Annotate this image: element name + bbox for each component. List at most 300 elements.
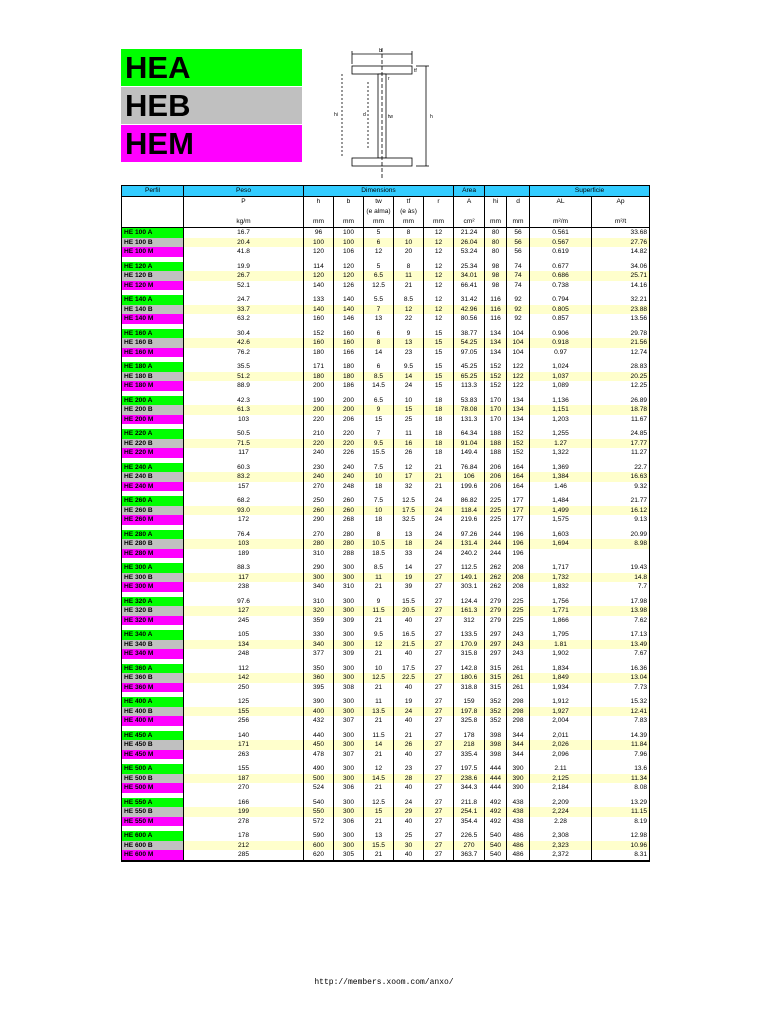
- profile-name: HE 160 A: [122, 329, 184, 339]
- table-cell: 16.12: [592, 506, 650, 516]
- i-beam-section-diagram: [330, 46, 440, 182]
- table-cell: 21: [424, 463, 454, 473]
- table-cell: 125: [184, 697, 304, 707]
- table-cell: 7: [364, 429, 394, 439]
- sym-ap: Ap: [592, 197, 650, 208]
- table-cell: 300: [334, 798, 364, 808]
- table-cell: 1,484: [530, 496, 592, 506]
- table-row: [122, 683, 650, 693]
- table-cell: 45.25: [454, 362, 485, 372]
- table-cell: 122: [507, 362, 530, 372]
- profile-name: HE 260 A: [122, 496, 184, 506]
- table-cell: 300: [334, 740, 364, 750]
- profile-name: HE 450 B: [122, 740, 184, 750]
- table-cell: 21: [394, 731, 424, 741]
- table-cell: 0.738: [530, 281, 592, 291]
- table-cell: 1,136: [530, 396, 592, 406]
- table-cell: 300: [334, 774, 364, 784]
- table-cell: 1,694: [530, 539, 592, 549]
- table-cell: 310: [334, 582, 364, 592]
- table-row: [122, 439, 650, 449]
- table-cell: 6.5: [364, 271, 394, 281]
- table-row: [122, 515, 650, 525]
- profile-name: HE 220 A: [122, 429, 184, 439]
- table-cell: 307: [334, 716, 364, 726]
- table-cell: 24: [424, 506, 454, 516]
- table-cell: 300: [334, 707, 364, 717]
- table-cell: 226: [334, 448, 364, 458]
- table-cell: 127: [184, 606, 304, 616]
- table-cell: 478: [304, 750, 334, 760]
- table-cell: 12.5: [364, 798, 394, 808]
- table-cell: 27: [424, 750, 454, 760]
- unit-kgm: kg/m: [184, 217, 304, 228]
- table-cell: 15.32: [592, 697, 650, 707]
- table-cell: 157: [184, 482, 304, 492]
- table-cell: 56: [507, 228, 530, 238]
- table-cell: 155: [184, 707, 304, 717]
- table-cell: 0.918: [530, 338, 592, 348]
- table-row: [122, 817, 650, 827]
- table-cell: 80: [485, 238, 507, 248]
- unit-mm-tf: mm: [394, 217, 424, 228]
- table-cell: 33: [394, 549, 424, 559]
- table-cell: 56: [507, 247, 530, 257]
- table-cell: 14.8: [592, 573, 650, 583]
- diagram-label-d: d: [363, 112, 366, 118]
- table-cell: 270: [304, 530, 334, 540]
- table-cell: 260: [304, 506, 334, 516]
- table-cell: 220: [334, 429, 364, 439]
- table-cell: 149.4: [454, 448, 485, 458]
- table-cell: 64.34: [454, 429, 485, 439]
- table-cell: 1,499: [530, 506, 592, 516]
- table-cell: 308: [334, 683, 364, 693]
- table-cell: 344: [507, 740, 530, 750]
- table-cell: 152: [485, 372, 507, 382]
- table-cell: 318.8: [454, 683, 485, 693]
- table-cell: 152: [485, 381, 507, 391]
- table-cell: 2,184: [530, 783, 592, 793]
- sym-r: r: [424, 197, 454, 208]
- table-cell: 86.82: [454, 496, 485, 506]
- table-cell: 178: [184, 831, 304, 841]
- table-cell: 0.906: [530, 329, 592, 339]
- table-cell: 350: [304, 664, 334, 674]
- table-cell: 40: [394, 850, 424, 861]
- profile-name: HE 340 A: [122, 630, 184, 640]
- table-cell: 21: [364, 582, 394, 592]
- table-cell: 27: [424, 573, 454, 583]
- table-cell: 325.8: [454, 716, 485, 726]
- col-header-area: Area: [454, 186, 485, 197]
- table-cell: 140: [334, 295, 364, 305]
- table-cell: 210: [304, 429, 334, 439]
- table-cell: 122: [507, 381, 530, 391]
- table-cell: 300: [334, 731, 364, 741]
- table-cell: 196: [507, 549, 530, 559]
- table-cell: 15: [424, 329, 454, 339]
- table-cell: 12: [364, 247, 394, 257]
- table-cell: 21: [364, 716, 394, 726]
- table-cell: 15: [424, 381, 454, 391]
- profile-name: HE 200 M: [122, 415, 184, 425]
- table-row: [122, 616, 650, 626]
- table-cell: 134: [485, 338, 507, 348]
- table-row: [122, 338, 650, 348]
- footer-url: http://members.xoom.com/anxo/: [314, 978, 454, 987]
- table-row: [122, 448, 650, 458]
- table-cell: 21: [364, 817, 394, 827]
- table-cell: 21: [424, 482, 454, 492]
- table-cell: 492: [485, 798, 507, 808]
- table-cell: 2,323: [530, 841, 592, 851]
- table-row: [122, 247, 650, 257]
- table-cell: 398: [485, 731, 507, 741]
- table-cell: 1,255: [530, 429, 592, 439]
- table-cell: 155: [184, 764, 304, 774]
- table-cell: 50.5: [184, 429, 304, 439]
- table-cell: 18: [424, 439, 454, 449]
- table-cell: 8: [394, 228, 424, 238]
- table-cell: 395: [304, 683, 334, 693]
- table-cell: 27: [424, 582, 454, 592]
- table-cell: 248: [184, 649, 304, 659]
- table-row: [122, 707, 650, 717]
- table-cell: 300: [334, 697, 364, 707]
- table-cell: 330: [304, 630, 334, 640]
- table-cell: 74: [507, 262, 530, 272]
- table-cell: 197.5: [454, 764, 485, 774]
- table-cell: 7.5: [364, 496, 394, 506]
- table-cell: 21.5: [394, 640, 424, 650]
- profile-name: HE 200 A: [122, 396, 184, 406]
- table-row: [122, 697, 650, 707]
- table-cell: 572: [304, 817, 334, 827]
- table-cell: 24: [424, 530, 454, 540]
- table-cell: 1,849: [530, 673, 592, 683]
- sym-h: h: [304, 197, 334, 208]
- table-cell: 344: [507, 750, 530, 760]
- table-cell: 279: [485, 606, 507, 616]
- table-cell: 32: [394, 482, 424, 492]
- table-cell: 25: [394, 831, 424, 841]
- header-group-row: [122, 186, 650, 197]
- table-cell: 164: [507, 463, 530, 473]
- table-cell: 18: [424, 405, 454, 415]
- table-cell: 103: [184, 415, 304, 425]
- table-cell: 8: [364, 338, 394, 348]
- table-row: [122, 606, 650, 616]
- sym-b: b: [334, 197, 364, 208]
- table-cell: 250: [184, 683, 304, 693]
- table-row: [122, 764, 650, 774]
- profile-name: HE 300 M: [122, 582, 184, 592]
- table-cell: 103: [184, 539, 304, 549]
- table-cell: 17.77: [592, 439, 650, 449]
- table-cell: 225: [485, 506, 507, 516]
- profile-name: HE 280 B: [122, 539, 184, 549]
- table-cell: 14.5: [364, 381, 394, 391]
- table-cell: 263: [184, 750, 304, 760]
- table-cell: 27: [424, 697, 454, 707]
- table-cell: 244: [485, 530, 507, 540]
- table-row: [122, 295, 650, 305]
- table-cell: 131.3: [454, 415, 485, 425]
- diagram-label-tf: tf: [414, 68, 417, 74]
- table-cell: 30: [394, 841, 424, 851]
- table-cell: 1,151: [530, 405, 592, 415]
- table-cell: 24: [424, 496, 454, 506]
- table-cell: 27: [424, 616, 454, 626]
- table-cell: 112.5: [454, 563, 485, 573]
- table-cell: 22.7: [592, 463, 650, 473]
- header-symbol-row: [122, 197, 650, 208]
- table-cell: 8.19: [592, 817, 650, 827]
- table-cell: 1,834: [530, 664, 592, 674]
- table-row: [122, 415, 650, 425]
- profile-name: HE 400 B: [122, 707, 184, 717]
- table-cell: 161.3: [454, 606, 485, 616]
- table-cell: 16.63: [592, 472, 650, 482]
- table-cell: 243: [507, 630, 530, 640]
- table-cell: 12.41: [592, 707, 650, 717]
- table-cell: 245: [184, 616, 304, 626]
- table-cell: 340: [304, 582, 334, 592]
- table-row: [122, 630, 650, 640]
- table-cell: 12.5: [364, 673, 394, 683]
- table-cell: 189: [184, 549, 304, 559]
- table-cell: 390: [507, 764, 530, 774]
- table-body: [122, 228, 650, 861]
- table-cell: 438: [507, 798, 530, 808]
- table-cell: 290: [304, 515, 334, 525]
- table-cell: 0.677: [530, 262, 592, 272]
- table-cell: 30.4: [184, 329, 304, 339]
- table-cell: 56: [507, 238, 530, 248]
- table-cell: 280: [334, 539, 364, 549]
- table-cell: 240: [334, 472, 364, 482]
- table-cell: 288: [334, 549, 364, 559]
- table-cell: 7.5: [364, 463, 394, 473]
- table-row: [122, 262, 650, 272]
- table-row: [122, 539, 650, 549]
- table-cell: 12: [424, 228, 454, 238]
- table-cell: 149.1: [454, 573, 485, 583]
- table-cell: 11.27: [592, 448, 650, 458]
- table-cell: 15: [424, 362, 454, 372]
- table-cell: 14: [394, 372, 424, 382]
- table-cell: 20.99: [592, 530, 650, 540]
- table-cell: 21.24: [454, 228, 485, 238]
- table-cell: 280: [304, 539, 334, 549]
- sym-a: A: [454, 197, 485, 208]
- table-cell: 8: [394, 262, 424, 272]
- table-cell: 2,011: [530, 731, 592, 741]
- table-cell: 80: [485, 247, 507, 257]
- table-cell: 15: [424, 338, 454, 348]
- table-cell: 359: [304, 616, 334, 626]
- diagram-label-r: r: [388, 76, 390, 82]
- table-cell: 11: [394, 271, 424, 281]
- table-cell: 112: [184, 664, 304, 674]
- table-cell: 180: [304, 372, 334, 382]
- table-cell: 32.5: [394, 515, 424, 525]
- table-cell: 280: [334, 530, 364, 540]
- table-cell: 206: [485, 463, 507, 473]
- table-cell: 26.04: [454, 238, 485, 248]
- table-cell: 7.73: [592, 683, 650, 693]
- profile-name: HE 320 A: [122, 597, 184, 607]
- table-cell: 11.84: [592, 740, 650, 750]
- table-cell: 1,795: [530, 630, 592, 640]
- table-cell: 12: [394, 305, 424, 315]
- table-row: [122, 731, 650, 741]
- table-cell: 27: [424, 798, 454, 808]
- table-cell: 206: [334, 415, 364, 425]
- table-cell: 1,832: [530, 582, 592, 592]
- table-cell: 41.8: [184, 247, 304, 257]
- table-cell: 5: [364, 262, 394, 272]
- table-cell: 219.6: [454, 515, 485, 525]
- table-cell: 120: [304, 271, 334, 281]
- table-row: [122, 783, 650, 793]
- table-cell: 0.97: [530, 348, 592, 358]
- table-cell: 220: [304, 415, 334, 425]
- sym-p: P: [184, 197, 304, 208]
- table-cell: 122: [507, 372, 530, 382]
- table-cell: 15.5: [364, 448, 394, 458]
- table-cell: 390: [507, 783, 530, 793]
- note-e-as: (e às): [394, 207, 424, 217]
- table-cell: 1,603: [530, 530, 592, 540]
- table-cell: 14.39: [592, 731, 650, 741]
- table-cell: 21: [364, 616, 394, 626]
- profile-name: HE 360 B: [122, 673, 184, 683]
- table-row: [122, 314, 650, 324]
- table-cell: 261: [507, 664, 530, 674]
- table-cell: 92: [507, 314, 530, 324]
- table-cell: 34.01: [454, 271, 485, 281]
- table-cell: 320: [304, 606, 334, 616]
- table-cell: 80.56: [454, 314, 485, 324]
- table-cell: 352: [485, 697, 507, 707]
- table-cell: 1,927: [530, 707, 592, 717]
- sym-d: d: [507, 197, 530, 208]
- table-row: [122, 664, 650, 674]
- table-cell: 6: [364, 362, 394, 372]
- table-cell: 10: [364, 664, 394, 674]
- table-cell: 27: [424, 683, 454, 693]
- table-cell: 5.5: [364, 295, 394, 305]
- table-row: [122, 496, 650, 506]
- table-cell: 352: [485, 716, 507, 726]
- table-cell: 27: [424, 707, 454, 717]
- table-cell: 23: [394, 348, 424, 358]
- table-cell: 14.5: [364, 774, 394, 784]
- table-cell: 309: [334, 616, 364, 626]
- table-cell: 166: [184, 798, 304, 808]
- table-cell: 40: [394, 716, 424, 726]
- table-cell: 1,024: [530, 362, 592, 372]
- table-cell: 11.34: [592, 774, 650, 784]
- table-cell: 17.5: [394, 664, 424, 674]
- table-cell: 29.78: [592, 329, 650, 339]
- table-cell: 97.6: [184, 597, 304, 607]
- table-cell: 200: [334, 405, 364, 415]
- table-cell: 13: [364, 831, 394, 841]
- table-row: [122, 798, 650, 808]
- table-cell: 352: [485, 707, 507, 717]
- sym-tw: tw: [364, 197, 394, 208]
- profile-name: HE 600 M: [122, 850, 184, 861]
- table-cell: 303.1: [454, 582, 485, 592]
- table-cell: 17: [394, 472, 424, 482]
- table-cell: 226.5: [454, 831, 485, 841]
- table-cell: 21: [424, 472, 454, 482]
- table-cell: 240: [304, 472, 334, 482]
- profile-name: HE 500 A: [122, 764, 184, 774]
- he-profiles-table: [121, 185, 650, 862]
- table-cell: 540: [304, 798, 334, 808]
- table-cell: 152: [507, 448, 530, 458]
- table-cell: [530, 549, 592, 559]
- table-cell: 21: [394, 281, 424, 291]
- table-cell: 16.7: [184, 228, 304, 238]
- table-cell: 218: [454, 740, 485, 750]
- table-cell: 300: [334, 807, 364, 817]
- table-cell: 152: [485, 362, 507, 372]
- profile-name: HE 120 M: [122, 281, 184, 291]
- table-cell: 140: [334, 305, 364, 315]
- table-cell: 196: [507, 539, 530, 549]
- table-cell: 196: [507, 530, 530, 540]
- note-e-alma: (e alma): [364, 207, 394, 217]
- table-cell: 98: [485, 262, 507, 272]
- table-cell: 19.9: [184, 262, 304, 272]
- table-cell: 300: [334, 664, 364, 674]
- table-cell: 27: [424, 764, 454, 774]
- profile-name: HE 400 A: [122, 697, 184, 707]
- table-cell: 225: [507, 616, 530, 626]
- table-cell: 1,866: [530, 616, 592, 626]
- table-cell: 12.5: [394, 496, 424, 506]
- table-cell: 42.96: [454, 305, 485, 315]
- table-cell: 18: [424, 415, 454, 425]
- table-cell: 140: [304, 305, 334, 315]
- table-cell: 1,384: [530, 472, 592, 482]
- table-cell: 11.15: [592, 807, 650, 817]
- table-cell: 500: [304, 774, 334, 784]
- table-cell: 238.6: [454, 774, 485, 784]
- table-cell: 298: [507, 707, 530, 717]
- table-cell: 166: [334, 348, 364, 358]
- table-cell: 180: [334, 362, 364, 372]
- table-cell: 15.5: [364, 841, 394, 851]
- table-cell: 63.2: [184, 314, 304, 324]
- table-cell: 171: [184, 740, 304, 750]
- table-cell: 133.5: [454, 630, 485, 640]
- profile-name: HE 120 A: [122, 262, 184, 272]
- table-cell: 305: [334, 850, 364, 861]
- table-cell: 160: [334, 338, 364, 348]
- table-cell: 444: [485, 774, 507, 784]
- table-cell: 11: [364, 697, 394, 707]
- table-cell: 164: [507, 472, 530, 482]
- table-cell: 300: [334, 597, 364, 607]
- table-cell: 134: [507, 405, 530, 415]
- table-cell: 93.0: [184, 506, 304, 516]
